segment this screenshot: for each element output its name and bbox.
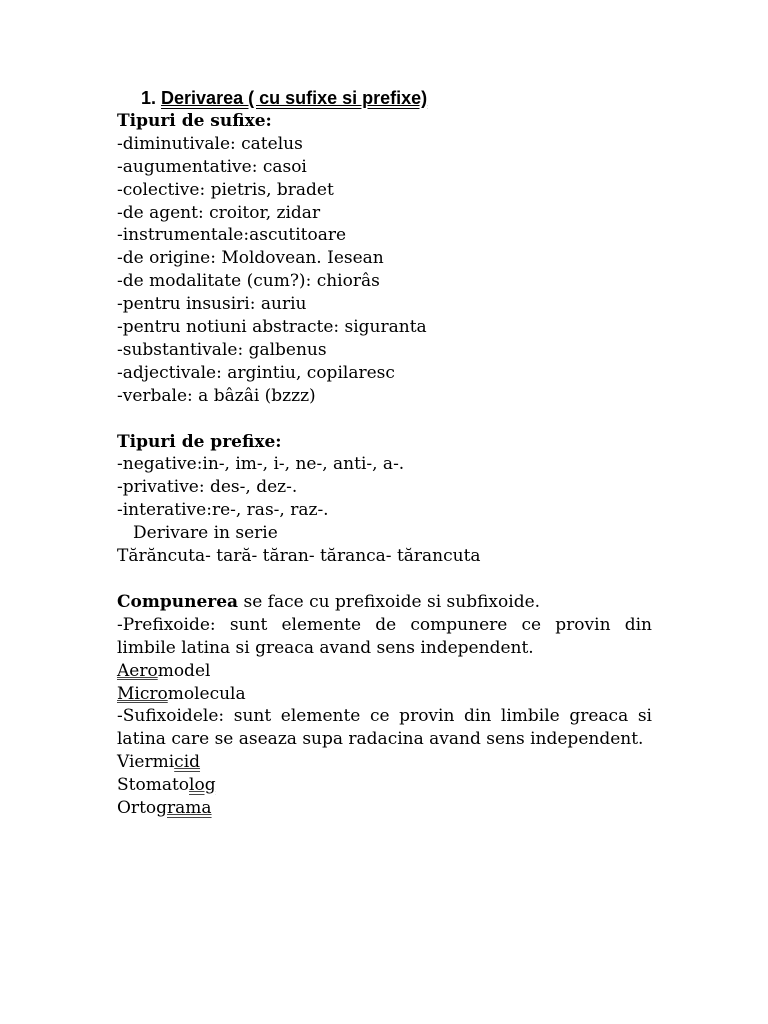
sufix-item: -diminutivale: catelus xyxy=(117,133,303,154)
example-base: Viermi xyxy=(117,752,175,773)
sufix-item: -pentru insusiri: auriu xyxy=(117,294,307,315)
sufix-item: -pentru notiuni abstracte: siguranta xyxy=(117,317,427,338)
sufix-item: -verbale: a bâzâi (bzzz) xyxy=(117,385,316,406)
sufix-item: -augumentative: casoi xyxy=(117,156,307,177)
sufix-item: -instrumentale:ascutitoare xyxy=(117,225,347,246)
prefixe-title: Tipuri de prefixe: xyxy=(117,431,282,452)
example-prefix-part: Aero xyxy=(117,660,158,681)
prefix-item: -negative:in-, im-, i-, ne-, anti-, a-. xyxy=(117,454,405,475)
example-suffix-part: grama xyxy=(156,798,212,819)
compunerea-term: Compunerea xyxy=(117,591,239,612)
prefix-item: -interative:re-, ras-, raz-. xyxy=(117,500,329,521)
document-page xyxy=(117,87,652,820)
compunerea-intro xyxy=(117,591,652,614)
sufix-item: -de modalitate (cum?): chiorâs xyxy=(117,271,380,292)
example-suffix-part: log xyxy=(189,775,216,796)
example-base: Orto xyxy=(117,798,157,819)
sufix-item: -colective: pietris, bradet xyxy=(117,179,334,200)
heading-text: Derivarea ( cu sufixe si prefixe) xyxy=(161,88,428,108)
compunerea-rest: se face cu prefixoide si subfixoide. xyxy=(238,591,541,612)
derivare-serie-label: Derivare in serie xyxy=(133,523,278,544)
prefixoide-definition: -Prefixoide: sunt elemente de compunere ce provin din limbile latina si greaca avand sens independent. xyxy=(117,614,652,658)
sufix-item: -de agent: croitor, zidar xyxy=(117,202,321,223)
sufixe-title: Tipuri de sufixe: xyxy=(117,110,272,131)
sufix-item: -adjectivale: argintiu, copilaresc xyxy=(117,362,395,383)
sufixoide-definition: -Sufixoidele: sunt elemente ce provin din limbile greaca si latina care se aseaza supa radacina avand sens independent. xyxy=(117,706,652,750)
example-micromolecula xyxy=(117,683,652,706)
example-rest: molecula xyxy=(167,683,246,704)
example-prefix-part: Micro xyxy=(117,683,168,704)
sufix-item: -substantivale: galbenus xyxy=(117,339,327,360)
example-suffix-part: cid xyxy=(174,752,201,773)
example-rest: model xyxy=(157,660,211,681)
prefix-item: -privative: des-, dez-. xyxy=(117,477,298,498)
sufix-item: -de origine: Moldovean. Iesean xyxy=(117,248,384,269)
section-heading xyxy=(117,87,652,110)
blank-line xyxy=(117,408,652,431)
example-aeromodel xyxy=(117,660,652,683)
heading-number: 1. xyxy=(141,88,157,108)
example-base: Stomato xyxy=(117,775,190,796)
example-ortograma xyxy=(117,797,652,820)
derivare-serie-text: Tărăncuta- tară- tăran- tăranca- tărancuta xyxy=(117,546,481,567)
example-stomatolog xyxy=(117,774,652,797)
example-viermicid xyxy=(117,751,652,774)
blank-line xyxy=(117,568,652,591)
